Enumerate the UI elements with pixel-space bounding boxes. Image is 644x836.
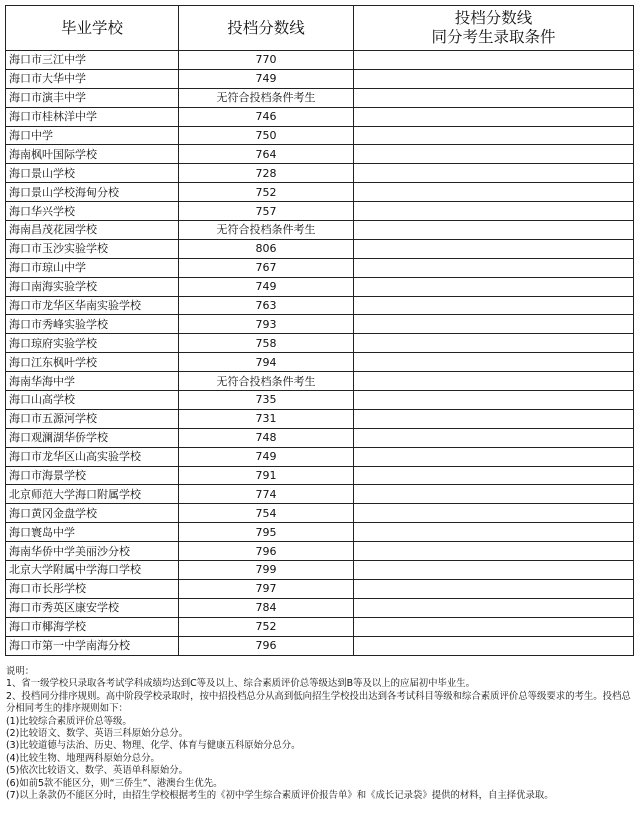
condition-cell <box>354 598 634 617</box>
condition-cell <box>354 221 634 240</box>
score-cell: 770 <box>179 51 354 70</box>
table-row <box>6 542 634 561</box>
school-name-cell: 海口市五源河学校 <box>6 409 179 428</box>
school-name-cell: 海口市演丰中学 <box>6 88 179 107</box>
condition-cell <box>354 636 634 655</box>
table-row <box>6 409 634 428</box>
table-row <box>6 221 634 240</box>
table-row <box>6 258 634 277</box>
school-name-cell: 海口山高学校 <box>6 391 179 410</box>
school-name-cell: 海口市龙华区山高实验学校 <box>6 447 179 466</box>
table-row <box>6 579 634 598</box>
condition-cell <box>354 428 634 447</box>
table-row <box>6 504 634 523</box>
score-cell: 749 <box>179 447 354 466</box>
school-name-cell: 海南昌茂花园学校 <box>6 221 179 240</box>
school-name-cell: 海口中学 <box>6 126 179 145</box>
header-school: 毕业学校 <box>6 6 179 51</box>
table-row <box>6 523 634 542</box>
table-header-row <box>6 6 634 51</box>
condition-cell <box>354 315 634 334</box>
notes-section <box>6 666 638 802</box>
school-name-cell: 北京师范大学海口附属学校 <box>6 485 179 504</box>
table-row <box>6 277 634 296</box>
school-name-cell: 海口市桂林洋中学 <box>6 107 179 126</box>
note-line: (4)比较生物、地理两科原始分总分。 <box>6 752 160 764</box>
school-name-cell: 海口市长彤学校 <box>6 579 179 598</box>
condition-cell <box>354 542 634 561</box>
table-row <box>6 88 634 107</box>
table-row <box>6 107 634 126</box>
score-cell: 763 <box>179 296 354 315</box>
note-line: (5)依次比较语文、数学、英语单科原始分。 <box>6 765 189 777</box>
school-name-cell: 海口景山学校 <box>6 164 179 183</box>
notes-heading: 说明： <box>6 666 35 677</box>
school-name-cell: 海口市龙华区华南实验学校 <box>6 296 179 315</box>
school-name-cell: 海口市第一中学南海分校 <box>6 636 179 655</box>
condition-cell <box>354 164 634 183</box>
header-score: 投档分数线 <box>179 6 354 51</box>
score-cell: 748 <box>179 428 354 447</box>
condition-cell <box>354 523 634 542</box>
header-condition-line2: 同分考生录取条件 <box>431 28 556 46</box>
score-cell: 794 <box>179 353 354 372</box>
table-row <box>6 485 634 504</box>
note-line: (2)比较语文、数学、英语三科原始分总分。 <box>6 728 189 740</box>
condition-cell <box>354 447 634 466</box>
note-line: 1、省一级学校只录取各考试学科成绩均达到C等及以上、综合素质评价总等级达到B等及以上的应届初中毕业生。 <box>6 678 475 690</box>
table-row <box>6 636 634 655</box>
condition-cell <box>354 277 634 296</box>
score-cell: 749 <box>179 69 354 88</box>
score-cell: 746 <box>179 107 354 126</box>
score-cell: 791 <box>179 466 354 485</box>
school-name-cell: 海口市大华中学 <box>6 69 179 88</box>
condition-cell <box>354 485 634 504</box>
school-name-cell: 海口市秀英区康安学校 <box>6 598 179 617</box>
score-cell: 796 <box>179 542 354 561</box>
table-row <box>6 617 634 636</box>
table-row <box>6 334 634 353</box>
score-cell: 752 <box>179 183 354 202</box>
table-row <box>6 315 634 334</box>
table-row <box>6 447 634 466</box>
score-cell: 806 <box>179 239 354 258</box>
note-line: (1)比较综合素质评价总等级。 <box>6 715 132 727</box>
score-cell: 774 <box>179 485 354 504</box>
condition-cell <box>354 183 634 202</box>
school-name-cell: 海口江东枫叶学校 <box>6 353 179 372</box>
note-line: (3)比较道德与法治、历史、物理、化学、体育与健康五科原始分总分。 <box>6 740 301 752</box>
school-name-cell: 海口市秀峰实验学校 <box>6 315 179 334</box>
school-name-cell: 海口市三江中学 <box>6 51 179 70</box>
condition-cell <box>354 258 634 277</box>
score-cell: 728 <box>179 164 354 183</box>
table-row <box>6 69 634 88</box>
condition-cell <box>354 145 634 164</box>
table-row <box>6 164 634 183</box>
condition-cell <box>354 579 634 598</box>
school-name-cell: 海南枫叶国际学校 <box>6 145 179 164</box>
table-row <box>6 145 634 164</box>
score-cell: 731 <box>179 409 354 428</box>
table-row <box>6 561 634 580</box>
score-cell: 752 <box>179 617 354 636</box>
school-name-cell: 海南华海中学 <box>6 372 179 391</box>
school-name-cell: 海口市琼山中学 <box>6 258 179 277</box>
school-name-cell: 海口南海实验学校 <box>6 277 179 296</box>
condition-cell <box>354 107 634 126</box>
school-name-cell: 海口市椰海学校 <box>6 617 179 636</box>
condition-cell <box>354 88 634 107</box>
note-line: (7)以上条款仍不能区分时，由招生学校根据考生的《初中学生综合素质评价报告单》和《成长记录袋》提供的材料，自主择优录取。 <box>6 790 554 802</box>
condition-cell <box>354 239 634 258</box>
school-name-cell: 海口景山学校海甸分校 <box>6 183 179 202</box>
school-name-cell: 海口寰岛中学 <box>6 523 179 542</box>
table-row <box>6 183 634 202</box>
score-cell: 无符合投档条件考生 <box>179 372 354 391</box>
score-cell: 757 <box>179 202 354 221</box>
score-cell: 无符合投档条件考生 <box>179 88 354 107</box>
table-row <box>6 598 634 617</box>
score-cell: 797 <box>179 579 354 598</box>
table-row <box>6 296 634 315</box>
condition-cell <box>354 466 634 485</box>
condition-cell <box>354 391 634 410</box>
table-body <box>6 51 634 656</box>
table-row <box>6 391 634 410</box>
table-row <box>6 126 634 145</box>
score-cell: 767 <box>179 258 354 277</box>
score-cell: 无符合投档条件考生 <box>179 221 354 240</box>
school-name-cell: 海口市玉沙实验学校 <box>6 239 179 258</box>
school-name-cell: 北京大学附属中学海口学校 <box>6 561 179 580</box>
condition-cell <box>354 296 634 315</box>
condition-cell <box>354 334 634 353</box>
table-row <box>6 372 634 391</box>
school-name-cell: 海南华侨中学美丽沙分校 <box>6 542 179 561</box>
condition-cell <box>354 504 634 523</box>
header-condition-line1: 投档分数线 <box>454 9 533 27</box>
table-row <box>6 51 634 70</box>
table-row <box>6 353 634 372</box>
condition-cell <box>354 69 634 88</box>
score-cell: 750 <box>179 126 354 145</box>
score-cell: 796 <box>179 636 354 655</box>
school-name-cell: 海口市海景学校 <box>6 466 179 485</box>
condition-cell <box>354 353 634 372</box>
score-cell: 764 <box>179 145 354 164</box>
score-cell: 749 <box>179 277 354 296</box>
condition-cell <box>354 126 634 145</box>
header-condition <box>354 6 634 51</box>
score-cell: 735 <box>179 391 354 410</box>
condition-cell <box>354 617 634 636</box>
condition-cell <box>354 409 634 428</box>
table-row <box>6 239 634 258</box>
school-name-cell: 海口琼府实验学校 <box>6 334 179 353</box>
school-name-cell: 海口华兴学校 <box>6 202 179 221</box>
condition-cell <box>354 372 634 391</box>
note-line: 2、投档同分排序规则。高中阶段学校录取时，按中招投档总分从高到低向招生学校投出达到各考试科目等级和综合素质评价总等级要求的考生。投档总分相同考生的排序规则如下： <box>6 690 631 715</box>
table-row <box>6 202 634 221</box>
score-cell: 758 <box>179 334 354 353</box>
table-row <box>6 428 634 447</box>
condition-cell <box>354 561 634 580</box>
score-cell: 799 <box>179 561 354 580</box>
note-line: (6)如前5款不能区分，则“三侨生”、港澳台生优先。 <box>6 777 223 789</box>
condition-cell <box>354 51 634 70</box>
table-row <box>6 466 634 485</box>
score-cell: 754 <box>179 504 354 523</box>
score-cell: 795 <box>179 523 354 542</box>
admission-score-table <box>5 5 634 656</box>
score-cell: 793 <box>179 315 354 334</box>
condition-cell <box>354 202 634 221</box>
score-cell: 784 <box>179 598 354 617</box>
school-name-cell: 海口观澜湖华侨学校 <box>6 428 179 447</box>
school-name-cell: 海口黄冈金盘学校 <box>6 504 179 523</box>
